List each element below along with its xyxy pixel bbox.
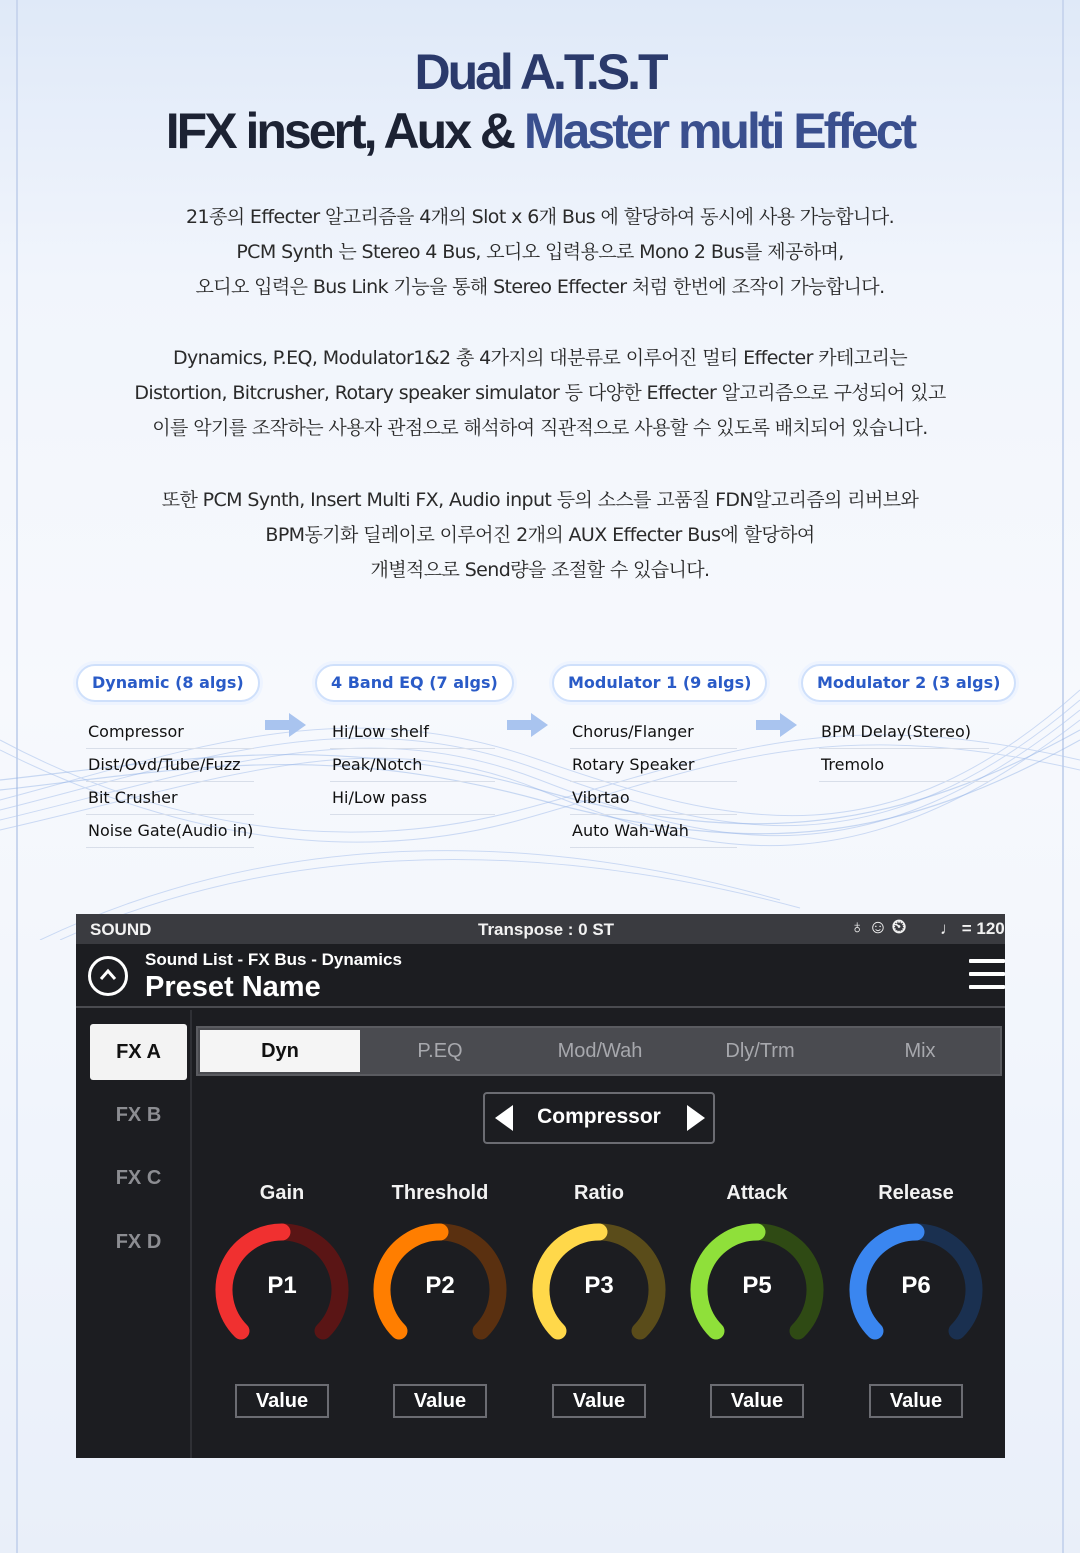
- knob-dial[interactable]: [677, 1220, 837, 1360]
- paragraph-line: Distortion, Bitcrusher, Rotary speaker simulator 등 다양한 Effecter 알고리즘으로 구성되어 있고: [134, 382, 946, 404]
- status-sound: SOUND: [90, 920, 152, 939]
- knob-param: P5: [742, 1272, 772, 1299]
- list-item: Noise Gate(Audio in): [86, 815, 254, 848]
- algorithm-name: Compressor: [537, 1105, 661, 1128]
- screen-header: [76, 944, 1005, 1008]
- list-item: Auto Wah-Wah: [570, 815, 737, 848]
- knob-param: P3: [584, 1272, 614, 1299]
- preset-name: Preset Name: [145, 971, 321, 1003]
- paragraph-line: Dynamics, P.EQ, Modulator1&2 총 4가지의 대분류로 이루어진 멀티 Effecter 카테고리는: [172, 347, 908, 369]
- status-transpose: Transpose : 0 ST: [478, 920, 615, 939]
- list-item: Peak/Notch: [330, 749, 495, 782]
- list-item: Chorus/Flanger: [570, 716, 737, 749]
- category-title: 4 Band EQ (7 algs): [315, 664, 514, 702]
- tab-mod-wah[interactable]: Mod/Wah: [557, 1040, 643, 1062]
- status-tempo: ♩ = 120: [940, 919, 1005, 938]
- knob-dial[interactable]: [519, 1220, 679, 1360]
- paragraph-line: PCM Synth 는 Stereo 4 Bus, 오디오 입력용으로 Mono 2 Bus를 제공하며,: [236, 241, 844, 263]
- knob-label: Attack: [726, 1182, 788, 1204]
- description-paragraph-3: [0, 483, 1080, 588]
- breadcrumb: Sound List - FX Bus - Dynamics: [145, 950, 402, 969]
- paragraph-line: 오디오 입력은 Bus Link 기능을 통해 Stereo Effecter 처럼 한번에 조작이 가능합니다.: [195, 276, 885, 298]
- fx-tab-b[interactable]: FX B: [115, 1104, 162, 1126]
- knob-param: P1: [267, 1272, 297, 1299]
- fx-screen: [76, 914, 1005, 1458]
- knob-release: [836, 1178, 996, 1418]
- status-icons: ♁☺⏲: [850, 917, 911, 938]
- category-title: Modulator 1 (9 algs): [552, 664, 767, 702]
- knob-value[interactable]: Value: [869, 1384, 963, 1418]
- category-modulator-1: [552, 664, 792, 848]
- headline-line2-blue: Master multi Effect: [523, 103, 915, 159]
- back-button[interactable]: [88, 956, 128, 996]
- knob-label: Gain: [259, 1182, 305, 1204]
- knob-ratio: [519, 1178, 679, 1418]
- fx-tab-a[interactable]: FX A: [90, 1024, 187, 1080]
- category-title: Dynamic (8 algs): [76, 664, 260, 702]
- list-item: Dist/Ovd/Tube/Fuzz: [86, 749, 254, 782]
- paragraph-line: 21종의 Effecter 알고리즘을 4개의 Slot x 6개 Bus 에 할당하여 동시에 사용 가능합니다.: [185, 206, 895, 228]
- knob-gain: [202, 1178, 362, 1418]
- description-paragraph-1: [0, 200, 1080, 305]
- arrow-right-icon: [265, 712, 307, 738]
- arrow-right-icon: [756, 712, 798, 738]
- tab-dly-trm[interactable]: Dly/Trm: [725, 1040, 795, 1062]
- tab-peq[interactable]: P.EQ: [417, 1040, 463, 1062]
- knob-label: Release: [878, 1182, 954, 1204]
- next-arrow-icon[interactable]: [687, 1105, 705, 1131]
- description-paragraph-2: [0, 341, 1080, 446]
- headline-line1: Dual A.T.S.T: [414, 44, 666, 100]
- headline-line2-dark: IFX insert, Aux &: [165, 103, 524, 159]
- list-item: Compressor: [86, 716, 254, 749]
- tab-mix[interactable]: Mix: [904, 1040, 936, 1062]
- category-dynamic: [76, 664, 316, 848]
- category-tabs: [196, 1026, 1002, 1076]
- fx-slot-sidebar: [76, 1010, 192, 1458]
- paragraph-line: BPM동기화 딜레이로 이루어진 2개의 AUX Effecter Bus에 할당하여: [265, 524, 815, 546]
- list-item: Hi/Low shelf: [330, 716, 495, 749]
- fx-tab-c[interactable]: FX C: [115, 1167, 162, 1189]
- chevron-up-icon: [99, 968, 117, 982]
- knob-threshold: [360, 1178, 520, 1418]
- hamburger-line: [969, 959, 1005, 963]
- paragraph-line: 이를 악기를 조작하는 사용자 관점으로 해석하여 직관적으로 사용할 수 있도록 배치되어 있습니다.: [152, 417, 928, 439]
- paragraph-line: 개별적으로 Send량을 조절할 수 있습니다.: [370, 559, 710, 581]
- knob-value[interactable]: Value: [710, 1384, 804, 1418]
- list-item: Vibrtao: [570, 782, 737, 815]
- knob-value[interactable]: Value: [235, 1384, 329, 1418]
- knob-param: P6: [901, 1272, 931, 1299]
- knob-dial[interactable]: [360, 1220, 520, 1360]
- knob-label: Threshold: [391, 1182, 489, 1204]
- tab-dyn[interactable]: Dyn: [200, 1030, 360, 1072]
- status-bar: [76, 914, 1005, 944]
- knob-dial[interactable]: [202, 1220, 362, 1360]
- fx-tab-d[interactable]: FX D: [115, 1231, 162, 1253]
- category-eq: [315, 664, 555, 815]
- paragraph-line: 또한 PCM Synth, Insert Multi FX, Audio input 등의 소스를 고품질 FDN알고리즘의 리버브와: [161, 489, 919, 511]
- category-title: Modulator 2 (3 algs): [801, 664, 1016, 702]
- knob-label: Ratio: [574, 1182, 624, 1204]
- knob-attack: [677, 1178, 837, 1418]
- knob-param: P2: [425, 1272, 455, 1299]
- list-item: Hi/Low pass: [330, 782, 495, 815]
- list-item: BPM Delay(Stereo): [819, 716, 989, 749]
- menu-button[interactable]: [969, 959, 1005, 991]
- knob-value[interactable]: Value: [393, 1384, 487, 1418]
- list-item: Tremolo: [819, 749, 989, 782]
- algorithm-selector: [483, 1092, 715, 1144]
- hamburger-line: [969, 972, 1005, 976]
- arrow-right-icon: [507, 712, 549, 738]
- knob-value[interactable]: Value: [552, 1384, 646, 1418]
- knob-dial[interactable]: [836, 1220, 996, 1360]
- category-modulator-2: [801, 664, 1041, 782]
- hamburger-line: [969, 985, 1005, 989]
- list-item: Rotary Speaker: [570, 749, 737, 782]
- headline-line2: [0, 102, 1080, 160]
- headline: [0, 44, 1080, 160]
- list-item: Bit Crusher: [86, 782, 254, 815]
